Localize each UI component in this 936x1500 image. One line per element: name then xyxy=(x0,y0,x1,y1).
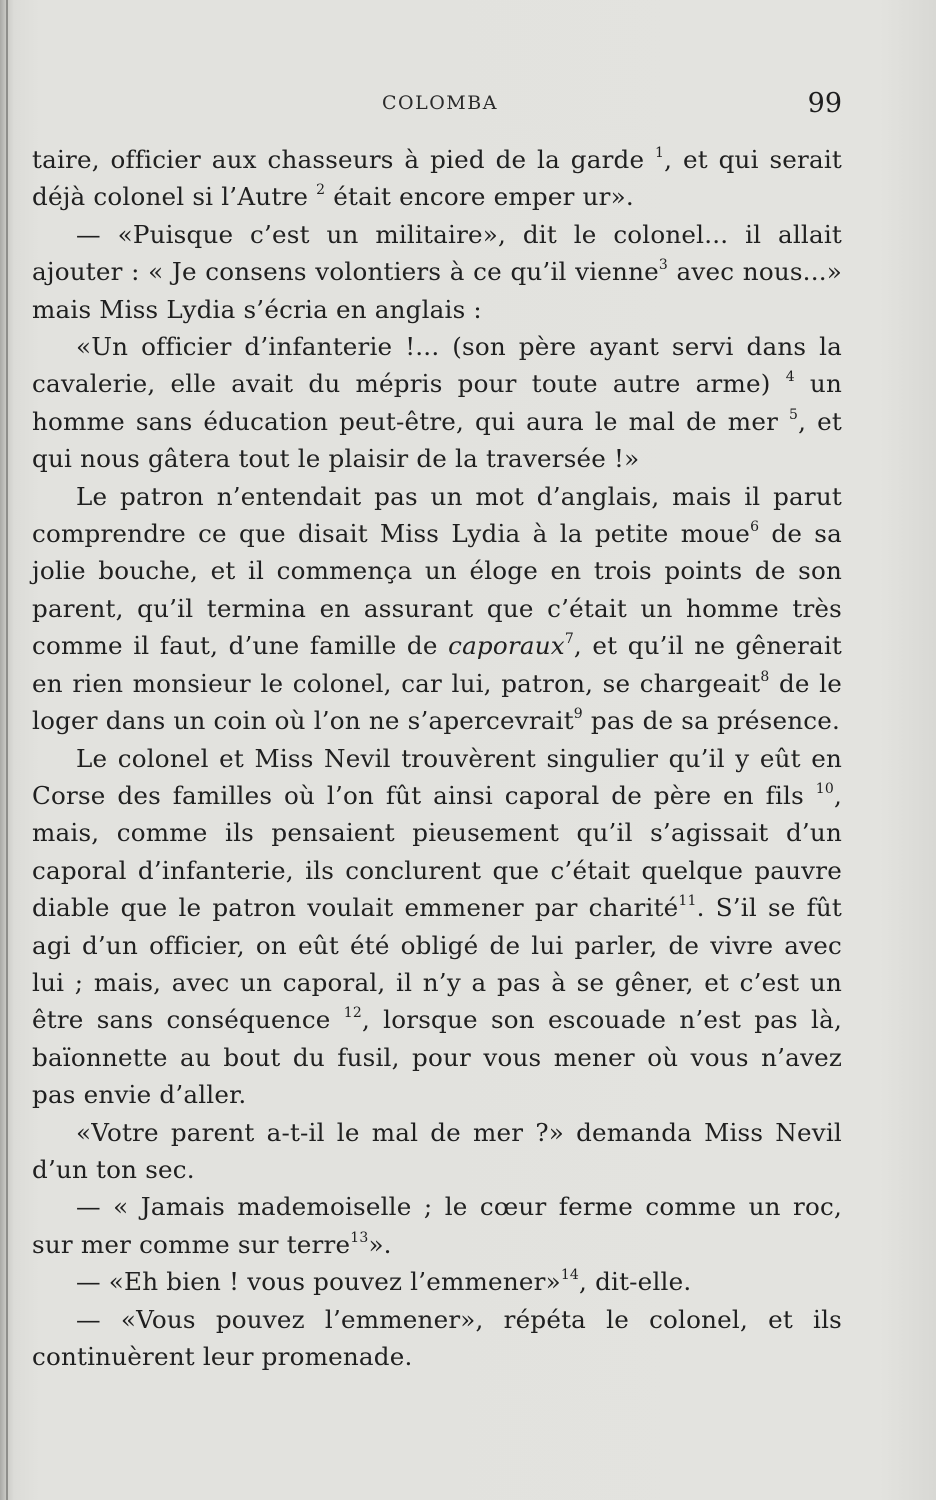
text-run: un homme sans éducation peut-être, qui aura le mal de mer xyxy=(32,369,842,436)
footnote-marker: 11 xyxy=(678,893,697,910)
text-run: Le colonel et Miss Nevil trouvèrent singulier qu’il y eût en Corse des familles où l’on fût ainsi caporal de père en fils xyxy=(32,743,842,810)
footnote-marker: 4 xyxy=(785,369,795,386)
footnote-marker: 2 xyxy=(316,182,326,199)
text-run: — «Eh bien ! vous pouvez l’emmener» xyxy=(76,1267,561,1297)
paragraph xyxy=(32,1263,842,1300)
paragraph xyxy=(32,1114,842,1189)
footnote-marker: 1 xyxy=(655,145,665,161)
body-text xyxy=(32,141,842,1375)
text-run: , lorsque son escouade n’est pas là, baïonnette au bout du fusil, pour vous mener où vous n’avez pas envie d’aller. xyxy=(32,1005,842,1110)
text-run: , mais, comme ils pensaient pieusement qu’il s’agissait d’un caporal d’infanterie, ils conclurent que c’était quelque pauvre diable que le patron voulait emmener par charité xyxy=(32,780,842,923)
running-title: COLOMBA xyxy=(382,92,498,114)
text-run: , dit-elle. xyxy=(579,1267,692,1297)
italic-term: caporaux xyxy=(448,631,565,661)
text-run: pas de sa présence. xyxy=(582,706,841,736)
text-run: , et qui nous gâtera tout le plaisir de la traversée !» xyxy=(32,406,842,474)
text-run: était encore emper ur». xyxy=(325,182,634,212)
paragraph xyxy=(32,1301,842,1376)
footnote-marker: 9 xyxy=(573,706,583,723)
paragraph xyxy=(32,328,842,478)
text-run: de le loger dans un coin où l’on ne s’apercevrait xyxy=(32,668,842,736)
text-run: , et qui serait déjà colonel si l’Autre xyxy=(32,145,842,212)
text-run: «Votre parent a-t-il le mal de mer ?» demanda Miss Nevil d’un ton sec. xyxy=(32,1117,842,1184)
text-run: — « Jamais mademoiselle ; le cœur ferme comme un roc, sur mer comme sur terre xyxy=(32,1192,842,1259)
footnote-marker: 3 xyxy=(658,257,668,274)
text-run: taire, officier aux chasseurs à pied de la garde xyxy=(32,145,656,174)
footnote-marker: 10 xyxy=(815,780,834,797)
paragraph xyxy=(32,216,842,328)
text-run: . S’il se fût agi d’un officier, on eût été obligé de lui parler, de vivre avec lui ; mais, avec un caporal, il n’y a pas à se gêner, et c’est un être sans conséquence xyxy=(32,893,842,1035)
paragraph xyxy=(32,1188,842,1263)
footnote-marker: 13 xyxy=(350,1229,369,1246)
text-run: Le patron n’entendait pas un mot d’anglais, mais il parut comprendre ce que disait Miss Lydia à la petite moue xyxy=(32,481,842,549)
footnote-marker: 8 xyxy=(760,668,770,685)
footnote-marker: 5 xyxy=(789,406,799,423)
running-head xyxy=(32,88,842,118)
footnote-marker: 6 xyxy=(750,519,760,536)
footnote-marker: 14 xyxy=(560,1267,580,1284)
footnote-marker: 7 xyxy=(564,631,574,648)
text-run: «Un officier d’infanterie !... (son père ayant servi dans la cavalerie, elle avait du mépris pour toute autre arme) xyxy=(32,332,842,399)
paragraph xyxy=(32,740,842,1114)
text-run: , et qu’il ne gênerait en rien monsieur le colonel, car lui, patron, se chargeait xyxy=(32,631,842,698)
text-run: — «Vous pouvez l’emmener», répéta le colonel, et ils continuèrent leur promenade. xyxy=(32,1304,842,1371)
footnote-marker: 12 xyxy=(343,1005,362,1022)
page-number: 99 xyxy=(807,88,842,119)
text-run: avec nous...» mais Miss Lydia s’écria en anglais : xyxy=(32,257,842,324)
text-run: ». xyxy=(368,1229,392,1259)
page-spine-edge xyxy=(6,0,8,1500)
paragraph xyxy=(32,141,842,216)
paragraph xyxy=(32,478,842,740)
text-run: de sa jolie bouche, et il commença un éloge en trois points de son parent, qu’il termina en assurant que c’était un homme très comme il faut, d’une famille de xyxy=(32,519,842,661)
text-run: — «Puisque c’est un militaire», dit le colonel... il allait ajouter : « Je consens volontiers à ce qu’il vienne xyxy=(32,219,842,287)
